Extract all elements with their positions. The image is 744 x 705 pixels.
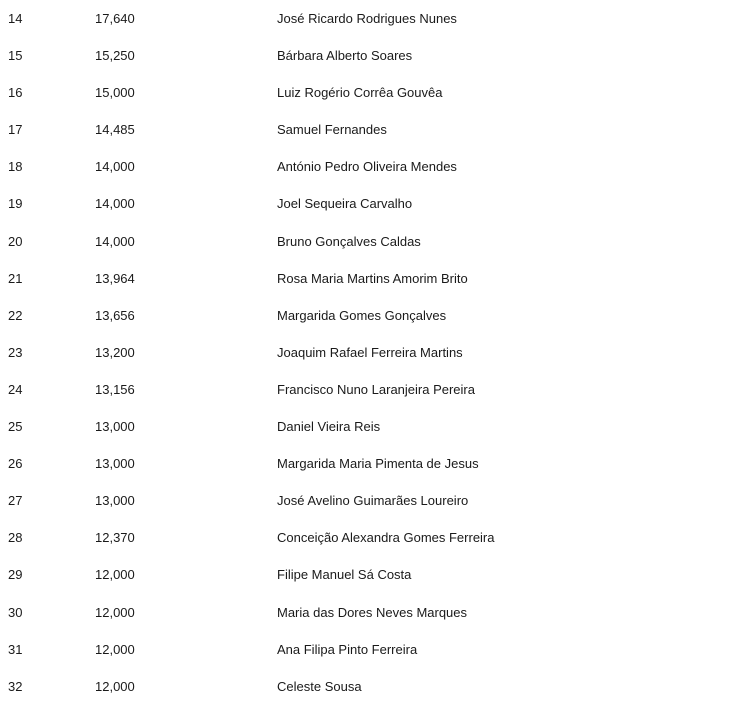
- name-cell: Conceição Alexandra Gomes Ferreira: [277, 530, 495, 546]
- table-row: [0, 445, 744, 482]
- name-cell: Celeste Sousa: [277, 678, 362, 694]
- rank-cell: 16: [8, 85, 23, 101]
- rank-cell: 22: [8, 307, 23, 323]
- name-cell: Bruno Gonçalves Caldas: [277, 233, 421, 249]
- rank-cell: 29: [8, 567, 23, 583]
- name-cell: António Pedro Oliveira Mendes: [277, 159, 457, 175]
- rank-cell: 27: [8, 493, 23, 509]
- rank-cell: 21: [8, 270, 23, 286]
- table-row: [0, 482, 744, 519]
- table-row: [0, 631, 744, 668]
- table-row: [0, 556, 744, 593]
- table-row: [0, 668, 744, 705]
- score-cell: 13,200: [95, 344, 135, 360]
- name-cell: Joel Sequeira Carvalho: [277, 196, 413, 212]
- rank-cell: 24: [8, 381, 23, 397]
- table-row: [0, 0, 744, 37]
- name-cell: Margarida Gomes Gonçalves: [277, 307, 447, 323]
- score-cell: 12,000: [95, 604, 135, 620]
- table-row: [0, 297, 744, 334]
- score-cell: 15,250: [95, 48, 135, 64]
- name-cell: Ana Filipa Pinto Ferreira: [277, 641, 418, 657]
- table-row: [0, 519, 744, 556]
- rank-cell: 32: [8, 678, 23, 694]
- name-cell: Luiz Rogério Corrêa Gouvêa: [277, 85, 443, 101]
- rank-cell: 15: [8, 48, 23, 64]
- name-cell: José Ricardo Rodrigues Nunes: [277, 11, 457, 26]
- rank-cell: 18: [8, 159, 23, 175]
- name-cell: Samuel Fernandes: [277, 122, 387, 138]
- table-row: [0, 260, 744, 297]
- score-cell: 12,000: [95, 567, 135, 583]
- score-cell: 12,000: [95, 641, 135, 657]
- score-cell: 17,640: [95, 11, 135, 26]
- table-row: [0, 334, 744, 371]
- score-cell: 13,656: [95, 307, 135, 323]
- score-cell: 14,000: [95, 159, 135, 175]
- name-cell: José Avelino Guimarães Loureiro: [277, 493, 469, 509]
- name-cell: Rosa Maria Martins Amorim Brito: [277, 270, 468, 286]
- score-cell: 15,000: [95, 85, 135, 101]
- rank-cell: 20: [8, 233, 23, 249]
- name-cell: Margarida Maria Pimenta de Jesus: [277, 456, 479, 472]
- score-cell: 13,000: [95, 493, 135, 509]
- name-cell: Joaquim Rafael Ferreira Martins: [277, 344, 463, 360]
- rank-cell: 28: [8, 530, 23, 546]
- table-row: [0, 408, 744, 445]
- rank-cell: 26: [8, 456, 23, 472]
- score-cell: 14,000: [95, 196, 135, 212]
- name-cell: Bárbara Alberto Soares: [277, 48, 413, 64]
- table-row: [0, 371, 744, 408]
- table-row: [0, 111, 744, 148]
- table-row: [0, 594, 744, 631]
- name-cell: Maria das Dores Neves Marques: [277, 604, 468, 620]
- score-cell: 13,000: [95, 419, 135, 435]
- score-cell: 14,000: [95, 233, 135, 249]
- rank-cell: 30: [8, 604, 23, 620]
- table-row: [0, 37, 744, 74]
- rank-cell: 31: [8, 641, 23, 657]
- name-cell: Daniel Vieira Reis: [277, 419, 381, 435]
- rank-cell: 23: [8, 344, 23, 360]
- table-row: [0, 74, 744, 111]
- score-cell: 12,000: [95, 678, 135, 694]
- rank-cell: 25: [8, 419, 23, 435]
- rank-cell: 19: [8, 196, 23, 212]
- score-cell: 13,156: [95, 381, 135, 397]
- rank-cell: 14: [8, 11, 23, 26]
- score-cell: 12,370: [95, 530, 135, 546]
- table-row: [0, 185, 744, 222]
- rank-cell: 17: [8, 122, 23, 138]
- name-cell: Francisco Nuno Laranjeira Pereira: [277, 381, 475, 397]
- table-row: [0, 148, 744, 185]
- table-row: [0, 223, 744, 260]
- score-cell: 13,964: [95, 270, 135, 286]
- name-cell: Filipe Manuel Sá Costa: [277, 567, 412, 583]
- score-cell: 14,485: [95, 122, 135, 138]
- score-cell: 13,000: [95, 456, 135, 472]
